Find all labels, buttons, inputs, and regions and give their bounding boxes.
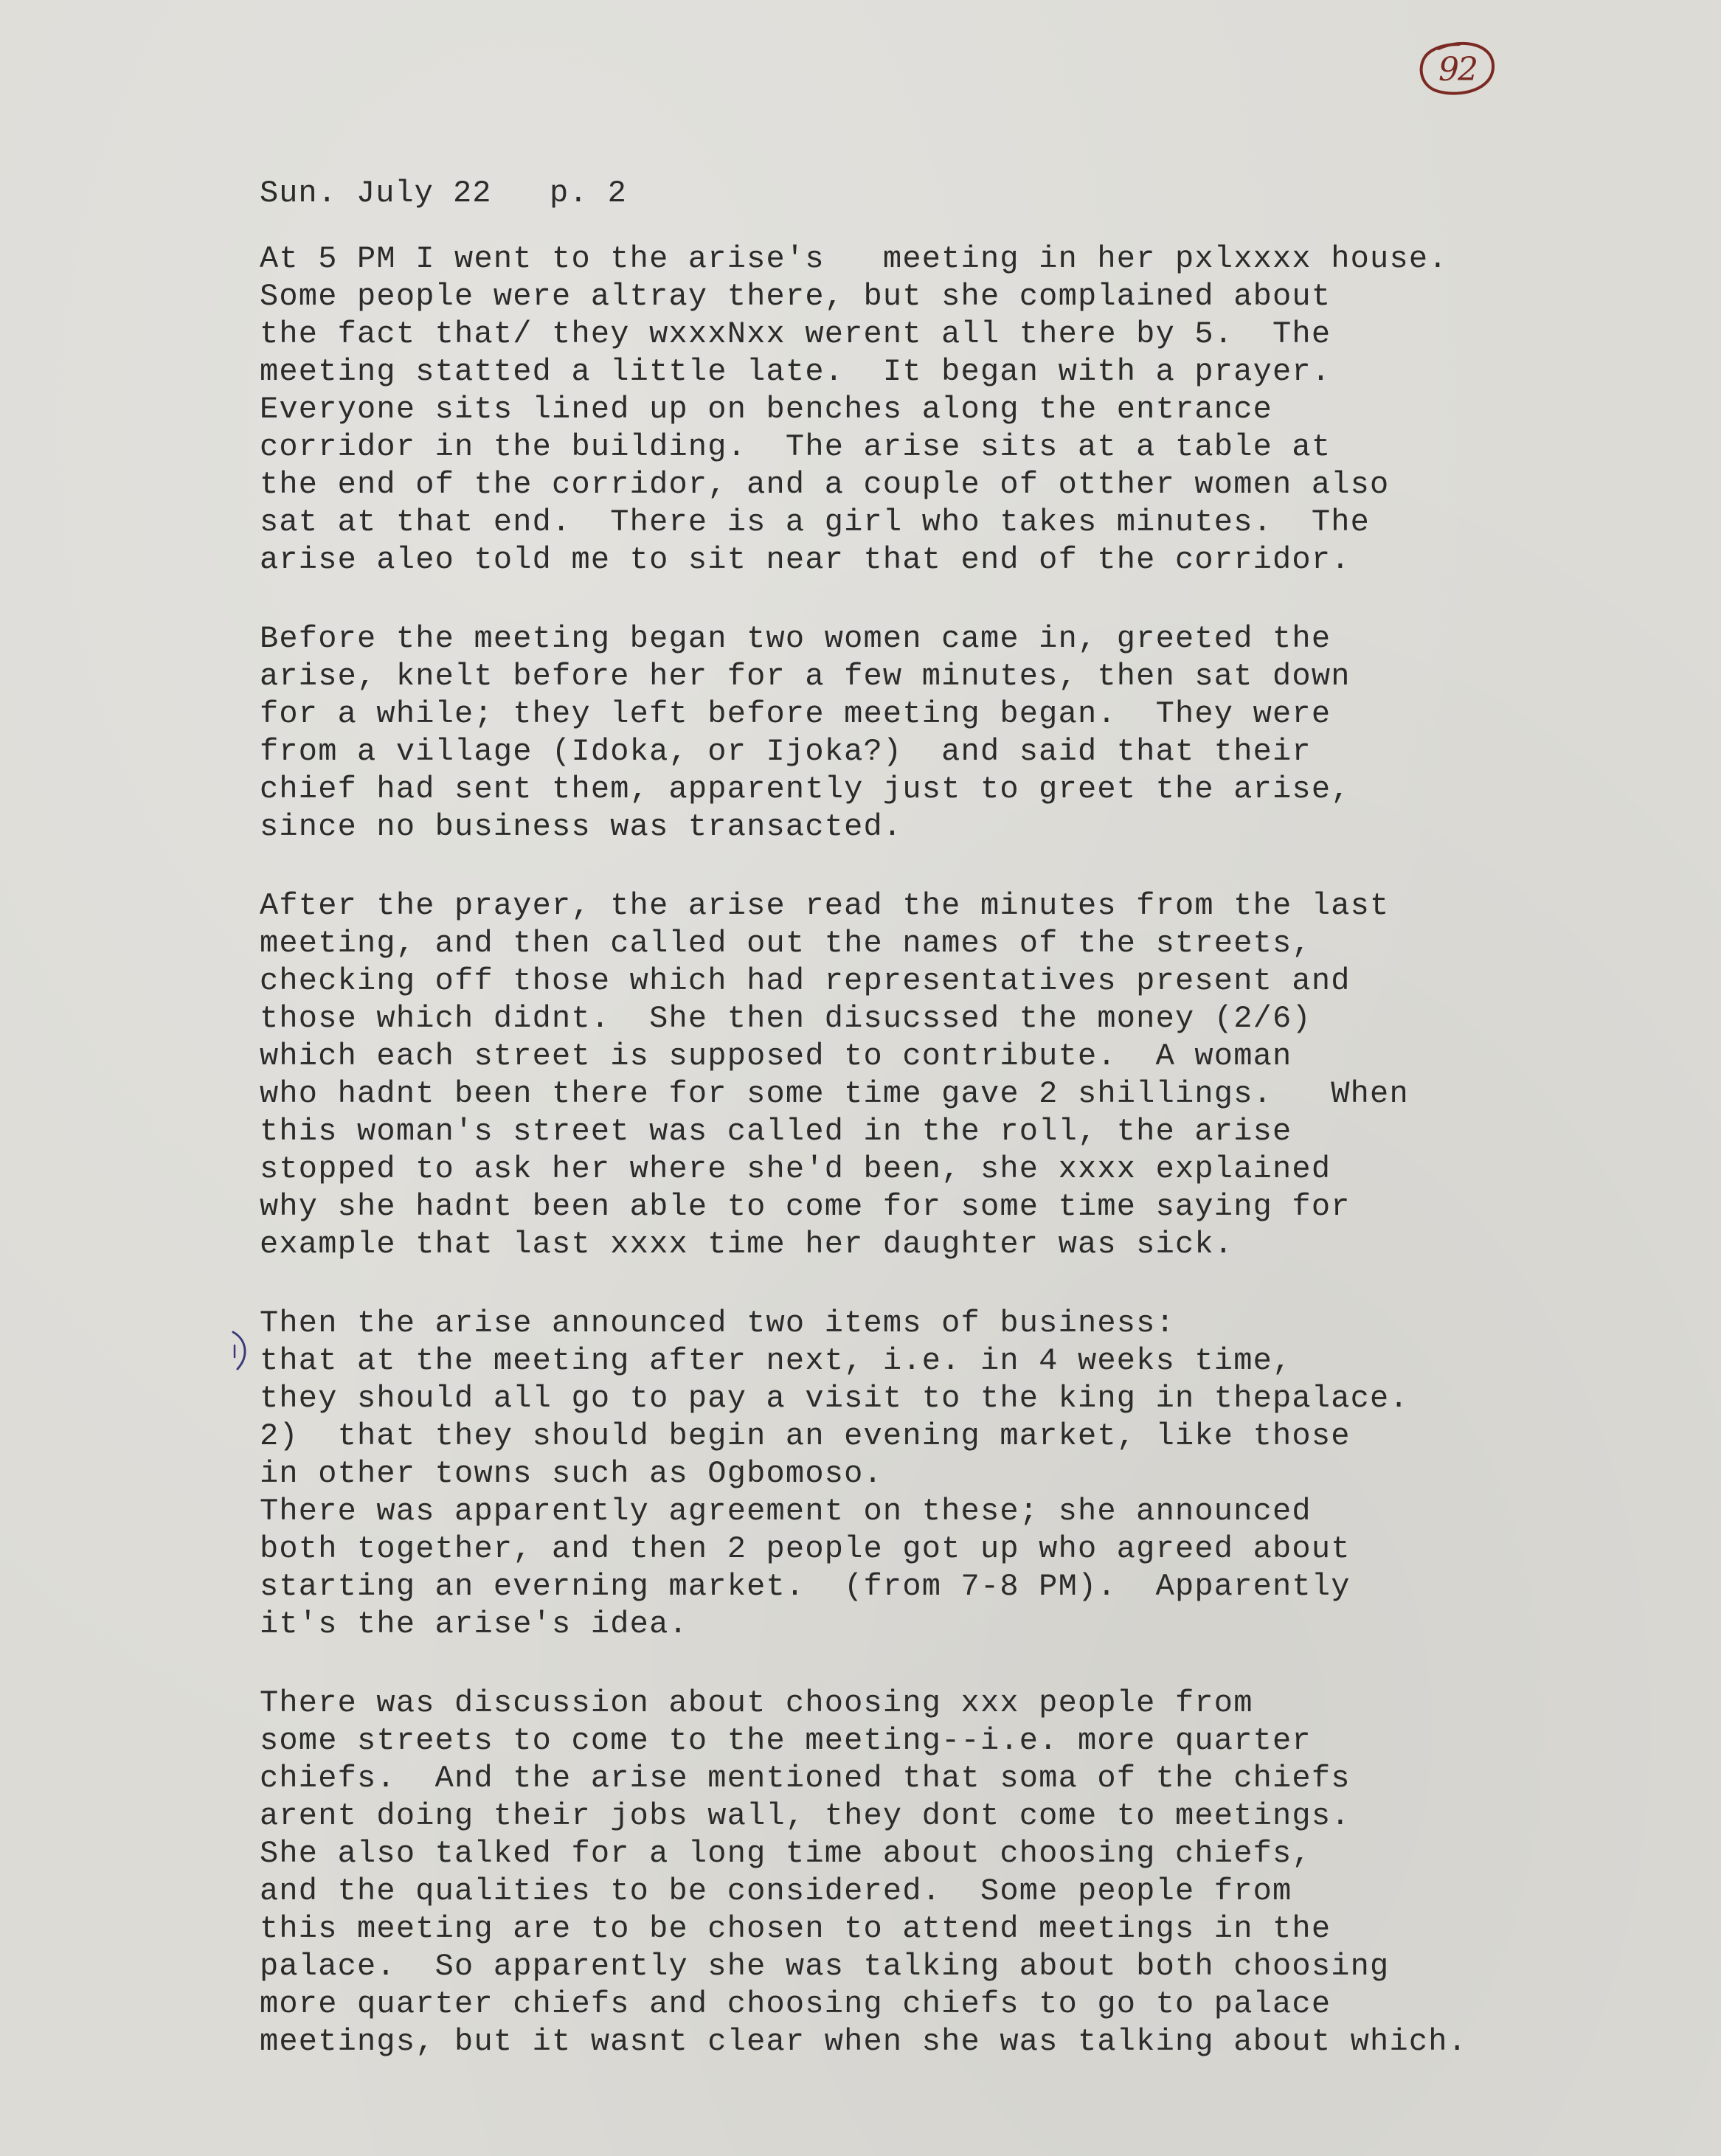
text-line: in other towns such as Ogbomoso. [260, 1456, 883, 1491]
text-line: meetings, but it wasnt clear when she was talking about which. [260, 2024, 1468, 2059]
text-line: sat at that end. There is a girl who takes minutes. The [260, 505, 1371, 540]
text-line: since no business was transacted. [260, 809, 903, 845]
text-line: meeting statted a little late. It began with a prayer. [260, 354, 1332, 389]
text-line: it's the arise's idea. [260, 1606, 688, 1642]
paragraph [260, 620, 1691, 846]
text-line: from a village (Idoka, or Ijoka?) and said that their [260, 734, 1312, 769]
document-body [260, 240, 1691, 2102]
margin-mark-annotation [227, 1328, 254, 1372]
parenthesis-mark-icon [227, 1328, 254, 1372]
text-line: arise aleo told me to sit near that end of the corridor. [260, 542, 1351, 578]
text-line: that at the meeting after next, i.e. in 4 weeks time, [260, 1343, 1292, 1379]
text-line: the fact that/ they wxxxNxx werent all there by 5. The [260, 316, 1332, 352]
text-line: After the prayer, the arise read the minutes from the last [260, 888, 1390, 923]
page-number: 92 [1438, 50, 1477, 89]
text-line: this woman's street was called in the roll, the arise [260, 1114, 1292, 1149]
text-line: starting an everning market. (from 7-8 PM). Apparently [260, 1569, 1351, 1604]
text-line: they should all go to pay a visit to the king in thepalace. [260, 1381, 1409, 1416]
text-line: 2) that they should begin an evening market, like those [260, 1418, 1351, 1454]
text-line: more quarter chiefs and choosing chiefs to go to palace [260, 1986, 1332, 2022]
text-line: corridor in the building. The arise sits at a table at [260, 429, 1332, 465]
paragraph [260, 887, 1691, 1264]
text-line: palace. So apparently she was talking about both choosing [260, 1949, 1390, 1984]
text-line: example that last xxxx time her daughter was sick. [260, 1227, 1234, 1262]
text-line: for a while; they left before meeting began. They were [260, 696, 1332, 732]
text-line: which each street is supposed to contribute. A woman [260, 1039, 1292, 1074]
text-line: There was discussion about choosing xxx people from [260, 1685, 1253, 1721]
paragraph [260, 240, 1691, 579]
text-line: There was apparently agreement on these; she announced [260, 1494, 1312, 1529]
text-line: Some people were altray there, but she complained about [260, 279, 1332, 314]
text-line: some streets to come to the meeting--i.e. more quarter [260, 1723, 1312, 1758]
text-line: She also talked for a long time about choosing chiefs, [260, 1836, 1312, 1871]
text-line: chiefs. And the arise mentioned that soma of the chiefs [260, 1761, 1351, 1796]
text-line: the end of the corridor, and a couple of otther women also [260, 467, 1390, 502]
text-line: why she hadnt been able to come for some time saying for [260, 1189, 1351, 1224]
text-line: who hadnt been there for some time gave 2 shillings. When [260, 1076, 1409, 1112]
text-line: meeting, and then called out the names of the streets, [260, 926, 1312, 961]
text-line: Then the arise announced two items of business: [260, 1306, 1175, 1341]
text-line: stopped to ask her where she'd been, she xxxx explained [260, 1151, 1332, 1187]
text-line: checking off those which had representatives present and [260, 963, 1351, 999]
paragraph [260, 1305, 1691, 1643]
text-line: Before the meeting began two women came in, greeted the [260, 621, 1332, 656]
paragraph [260, 1685, 1691, 2061]
text-line: those which didnt. She then disucssed the money (2/6) [260, 1001, 1312, 1036]
text-line: arent doing their jobs wall, they dont come to meetings. [260, 1798, 1351, 1834]
text-line: At 5 PM I went to the arise's meeting in her pxlxxxx house. [260, 241, 1448, 277]
page-number-annotation [1416, 38, 1499, 100]
text-line: chief had sent them, apparently just to greet the arise, [260, 772, 1351, 807]
text-line: this meeting are to be chosen to attend meetings in the [260, 1911, 1332, 1947]
text-line: arise, knelt before her for a few minutes, then sat down [260, 659, 1351, 694]
text-line: and the qualities to be considered. Some people from [260, 1873, 1292, 1909]
text-line: Everyone sits lined up on benches along the entrance [260, 392, 1273, 427]
page-header: Sun. July 22 p. 2 [260, 176, 627, 211]
text-line: both together, and then 2 people got up who agreed about [260, 1531, 1351, 1567]
